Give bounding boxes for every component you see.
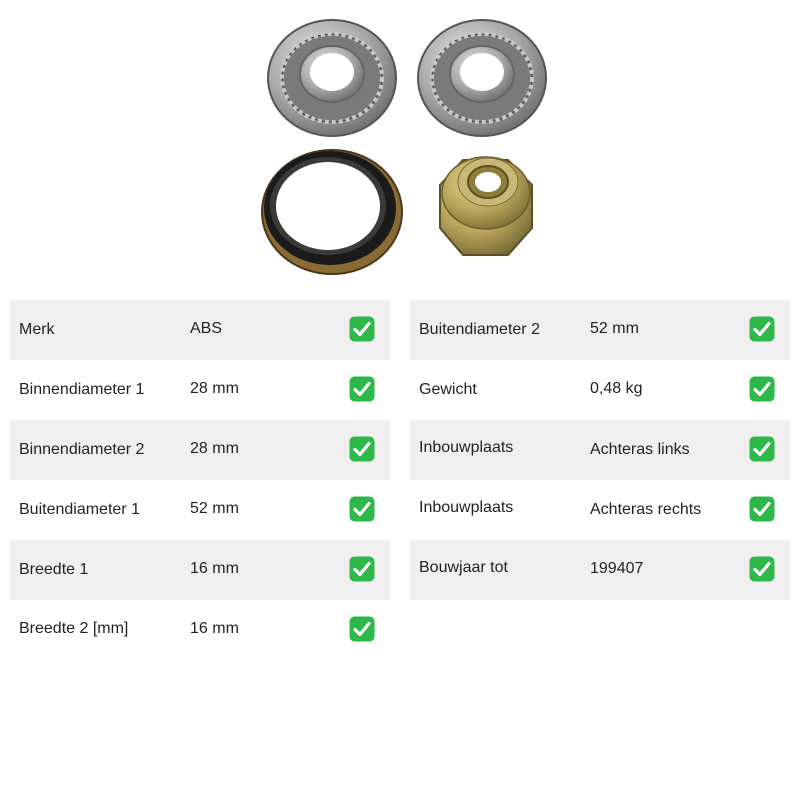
spec-row: [10, 600, 390, 660]
spec-label: Merk: [19, 321, 55, 338]
spec-value: 0,48 kg: [590, 380, 643, 397]
spec-value: 199407: [590, 560, 644, 577]
check-mark-icon: [349, 316, 375, 342]
check-mark-icon: [749, 376, 775, 402]
spec-row: [410, 480, 790, 540]
check-mark-icon: [349, 376, 375, 402]
check-mark-icon: [749, 556, 775, 582]
spec-row: [410, 540, 790, 600]
bearing-1: [268, 20, 396, 136]
spec-row: [410, 300, 790, 360]
spec-value: 52 mm: [590, 320, 639, 337]
spec-table-right: [410, 300, 790, 600]
spec-row: [410, 360, 790, 420]
spec-row: [10, 300, 390, 360]
spec-row: [10, 420, 390, 480]
spec-value: 28 mm: [190, 380, 239, 397]
spec-value: Achteras links: [590, 441, 690, 458]
spec-row: [10, 480, 390, 540]
spec-label: Breedte 1: [19, 561, 89, 578]
spec-label: Buitendiameter 1: [19, 501, 140, 518]
spec-value: Achteras rechts: [590, 501, 702, 518]
spec-row: [10, 360, 390, 420]
spec-label: Inbouwplaats: [419, 499, 514, 516]
spec-row: [410, 420, 790, 480]
spec-value: 16 mm: [190, 620, 239, 637]
check-mark-icon: [349, 556, 375, 582]
oil-seal: [262, 150, 402, 274]
bearing-2: [418, 20, 546, 136]
spec-table-left: [10, 300, 390, 660]
check-mark-icon: [749, 316, 775, 342]
spec-label: Binnendiameter 1: [19, 381, 145, 398]
product-image: [250, 10, 560, 285]
check-mark-icon: [749, 496, 775, 522]
check-mark-icon: [349, 616, 375, 642]
hub-nut: [440, 157, 532, 255]
spec-label: Bouwjaar tot: [419, 559, 508, 576]
check-mark-icon: [349, 436, 375, 462]
spec-label: Binnendiameter 2: [19, 441, 145, 458]
check-mark-icon: [749, 436, 775, 462]
spec-label: Buitendiameter 2: [419, 321, 540, 338]
spec-label: Breedte 2 [mm]: [19, 620, 129, 637]
spec-label: Inbouwplaats: [419, 439, 514, 456]
spec-value: 28 mm: [190, 440, 239, 457]
spec-value: ABS: [190, 320, 223, 337]
spec-value: 52 mm: [190, 500, 239, 517]
check-mark-icon: [349, 496, 375, 522]
spec-label: Gewicht: [419, 381, 477, 398]
spec-value: 16 mm: [190, 560, 239, 577]
spec-row: [10, 540, 390, 600]
